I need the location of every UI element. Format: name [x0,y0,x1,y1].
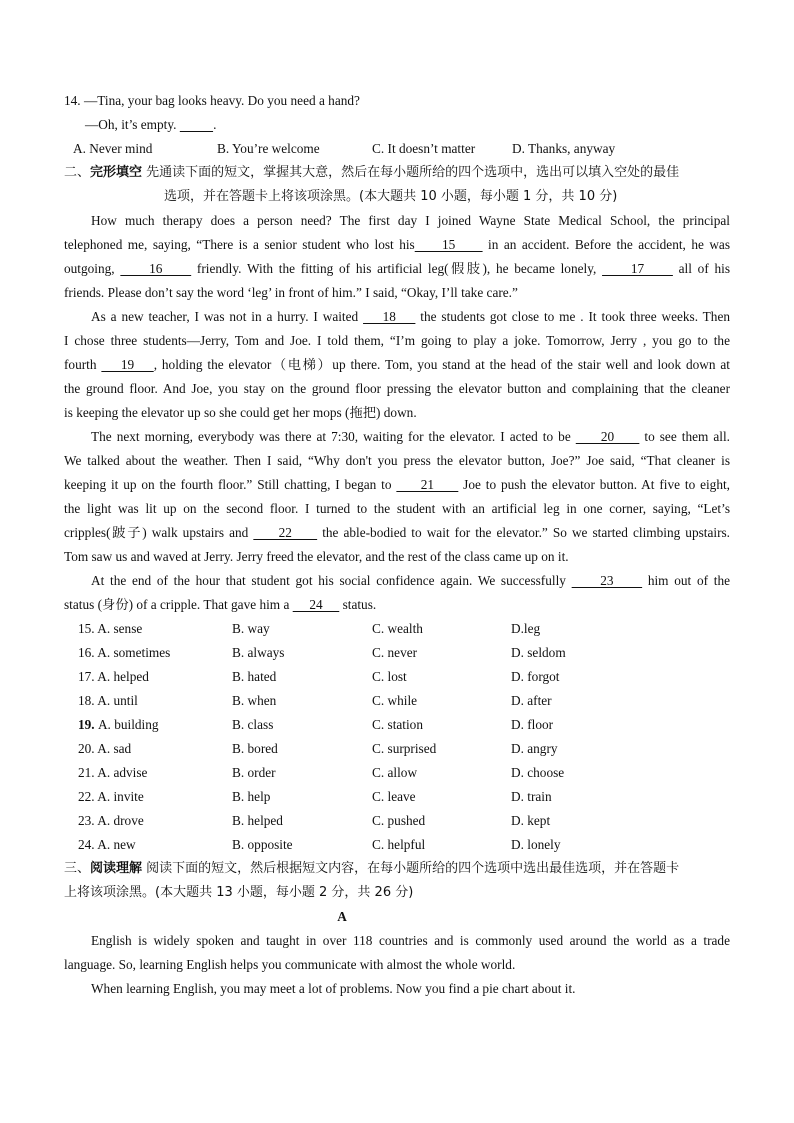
choice-24-a: 24. A. new [78,837,136,852]
passage-p2-line5: is keeping the elevator up so she could get her mops (拖把) down. [64,405,417,420]
choice-16-b: B. always [232,645,285,660]
choice-24-c: C. helpful [372,837,426,852]
choice-15-d: D.leg [511,621,541,636]
choice-17-a: 17. A. helped [78,669,149,684]
choice-20-c: C. surprised [372,741,437,756]
passage-p1-line2: telephoned me, saying, “There is a senior student who lost his 15 in an accident. Before the accident, he was [64,237,730,252]
part-label: A [337,909,347,924]
choice-20-b: B. bored [232,741,278,756]
reading-a-p1-line2: language. So, learning English helps you communicate with almost the whole world. [64,957,516,972]
choice-19-d: D. floor [511,717,554,732]
section3-heading: 三、阅读理解 阅读下面的短文，然后根据短文内容，在每小题所给的四个选项中选出最佳选项，并在答题卡 [64,861,680,876]
choice-23-d: D. kept [511,813,551,828]
choice-23-a: 23. A. drove [78,813,144,828]
choice-21-d: D. choose [511,765,565,780]
choice-18-d: D. after [511,693,552,708]
passage-p1-line3: outgoing, 16 friendly. With the fitting of his artificial leg(假肢), he became lonely, 17 all of his [64,261,731,276]
choice-24-b: B. opposite [232,837,293,852]
reading-a-p1-line1: English is widely spoken and taught in over 118 countries and is commonly used around the world as a trade [91,933,730,948]
blank-15: 15 [414,237,483,252]
choice-22-c: C. leave [372,789,416,804]
q14-reply: —Oh, it’s empty. . [85,117,217,132]
choice-19-c: C. station [372,717,423,732]
choice-15-a: 15. A. sense [78,621,143,636]
blank-21: 21 [396,477,459,492]
choice-15-c: C. wealth [372,621,423,636]
choice-15-b: B. way [232,621,270,636]
choice-22-a: 22. A. invite [78,789,144,804]
blank-18: 18 [363,309,416,324]
passage-p2-line4: the ground floor. And Joe, you stay on the ground floor pressing the elevator button and complaining that the cleaner [64,381,730,396]
q14-option-a: A. Never mind [73,141,153,156]
passage-p4-line1: At the end of the hour that student got his social confidence again. We successfully 23 him out of the [91,573,730,588]
choice-20-d: D. angry [511,741,558,756]
blank-23: 23 [571,573,643,588]
choice-21-a: 21. A. advise [78,765,148,780]
q14-option-b: B. You’re welcome [217,141,320,156]
choice-23-b: B. helped [232,813,283,828]
choice-16-a: 16. A. sometimes [78,645,171,660]
blank-17: 17 [602,261,673,276]
blank-19: 19 [101,357,154,372]
section2-title: 完形填空 [90,165,143,180]
choice-19-b: B. class [232,717,274,732]
choice-16-c: C. never [372,645,418,660]
choice-22-d: D. train [511,789,552,804]
q14-option-d: D. Thanks, anyway [512,141,616,156]
choice-18-a: 18. A. until [78,693,138,708]
choice-18-b: B. when [232,693,277,708]
choice-21-c: C. allow [372,765,418,780]
passage-p3-line6: Tom saw us and waved at Jerry. Jerry freed the elevator, and the rest of the class came up on it. [64,549,569,564]
section2-heading: 二、完形填空 先通读下面的短文，掌握其大意，然后在每小题所给的四个选项中，选出可以填入空处的最佳 [64,165,680,180]
passage-p1-line1: How much therapy does a person need? The first day I joined Wayne State Medical School, the principal [91,213,730,228]
choice-19-a: 19. A. building [78,717,159,732]
choice-18-c: C. while [372,693,418,708]
choice-22-b: B. help [232,789,271,804]
passage-p3-line2: We talked about the weather. Then I said, “Why don't you press the elevator button, Joe?” Joe said, “That cleaner is [64,453,730,468]
passage-p2-line2: I chose three students—Jerry, Tom and Joe. I told them, “I’m going to play a joke. Tomorrow, Jerry , you go to the [64,333,730,348]
passage-p3-line3: keeping it up on the fourth floor.” Still chatting, I began to 21 Joe to push the elevator button. At five to eight, [64,477,730,492]
passage-p1-line4: friends. Please don’t say the word ‘leg’ in front of him.” I said, “Okay, I’ll take care.” [64,285,518,300]
passage-p2-line1: As a new teacher, I was not in a hurry. I waited 18 the students got close to me . It took three weeks. Then [91,309,730,324]
passage-p4-line2: status (身份) of a cripple. That gave him a 24 status. [64,597,377,612]
section3-instructions: 上将该项涂黑。(本大题共 13 小题，每小题 2 分，共 26 分) [64,885,414,900]
choice-17-b: B. hated [232,669,277,684]
section2-instructions: 选项，并在答题卡上将该项涂黑。(本大题共 10 小题，每小题 1 分，共 10 分) [164,189,618,204]
choice-24-d: D. lonely [511,837,561,852]
q14-blank [180,117,213,132]
choice-16-d: D. seldom [511,645,566,660]
blank-22: 22 [253,525,318,540]
choice-17-c: C. lost [372,669,407,684]
choice-20-a: 20. A. sad [78,741,132,756]
passage-p2-line3: fourth 19 , holding the elevator（电梯）up there. Tom, you stand at the head of the stair well and look down at [64,357,730,372]
passage-p3-line5: cripples(跛子) walk upstairs and 22 the able-bodied to wait for the elevator.” So we started climbing upstairs. [64,525,730,540]
q14-stem: 14. —Tina, your bag looks heavy. Do you need a hand? [64,93,360,108]
choice-17-d: D. forgot [511,669,560,684]
passage-p3-line4: the light was lit up on the second floor. I turned to the student with an artificial leg in one corner, saying, “Let’s [64,501,730,516]
choice-23-c: C. pushed [372,813,426,828]
passage-p3-line1: The next morning, everybody was there at 7:30, waiting for the elevator. I acted to be 20 to see them all. [91,429,730,444]
choice-21-b: B. order [232,765,276,780]
blank-16: 16 [120,261,192,276]
reading-a-p2: When learning English, you may meet a lot of problems. Now you find a pie chart about it. [91,981,576,996]
blank-24: 24 [292,597,340,612]
q14-option-c: C. It doesn’t matter [372,141,476,156]
section3-title: 阅读理解 [90,861,143,876]
blank-20: 20 [575,429,640,444]
